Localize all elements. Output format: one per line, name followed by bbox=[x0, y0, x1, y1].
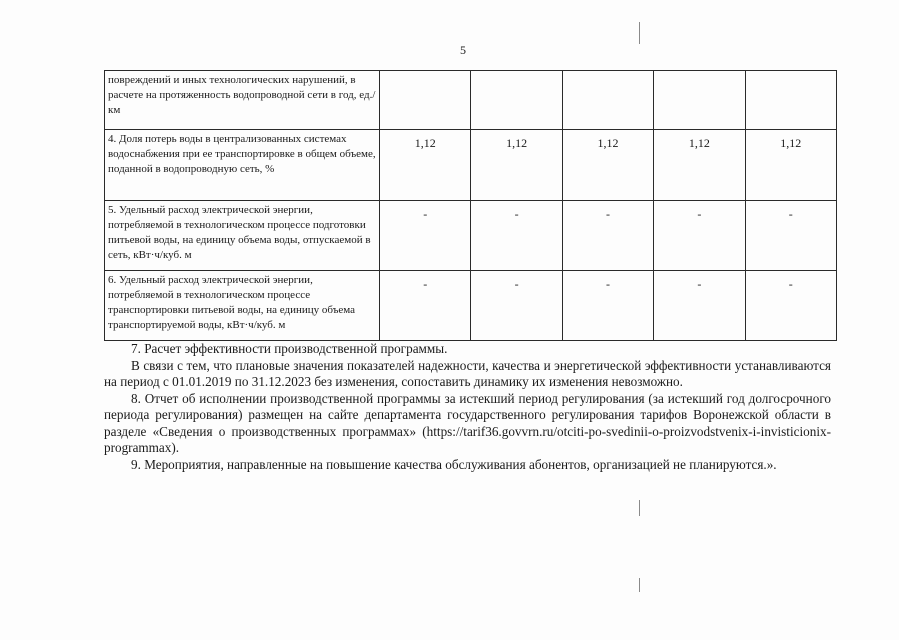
indicators-table bbox=[104, 70, 837, 341]
indicator-label: 5. Удельный расход электрической энергии, потребляемой в технологическом процессе подготовки питьевой воды, на единицу объема воды, отпускаемой в сеть, кВт·ч/куб. м bbox=[105, 201, 380, 271]
scan-mark bbox=[639, 500, 640, 516]
section-7-heading: 7. Расчет эффективности производственной программы. bbox=[131, 341, 448, 356]
indicator-value bbox=[745, 71, 836, 130]
scan-mark bbox=[639, 578, 640, 592]
indicator-value: 1,12 bbox=[562, 130, 653, 201]
scan-mark bbox=[639, 22, 640, 44]
section-9-paragraph: 9. Мероприятия, направленные на повышение качества обслуживания абонентов, организацией не планируются.». bbox=[131, 456, 777, 472]
indicator-label: 4. Доля потерь воды в централизованных системах водоснабжения при ее транспортировке в общем объеме, поданной в водопроводную сеть, % bbox=[105, 130, 380, 201]
indicator-value: - bbox=[745, 271, 836, 341]
indicator-value: 1,12 bbox=[654, 130, 745, 201]
indicator-value: - bbox=[654, 201, 745, 271]
indicator-value bbox=[654, 71, 745, 130]
indicator-value bbox=[380, 71, 471, 130]
indicator-value: 1,12 bbox=[745, 130, 836, 201]
indicator-value: 1,12 bbox=[380, 130, 471, 201]
table-row bbox=[105, 71, 837, 130]
page-number: 5 bbox=[460, 43, 466, 57]
table-row bbox=[105, 201, 837, 271]
body-text bbox=[104, 341, 831, 473]
table-row bbox=[105, 130, 837, 201]
indicator-value bbox=[562, 71, 653, 130]
indicator-value bbox=[471, 71, 562, 130]
indicator-value: - bbox=[471, 271, 562, 341]
section-8-paragraph: 8. Отчет об исполнении производственной программы за истекший период регулирования (за истекший год долгосрочного периода регулирования) размещен на сайте департамента государственного регулирования тарифов Воронежской области в разделе «Сведения о производственных программах» (https://tarif36.govvrn.ru/otciti-po-svedinii-o-proizvodstvenix-i-invisticionix-programmax). bbox=[104, 390, 831, 455]
indicator-value: 1,12 bbox=[471, 130, 562, 201]
indicator-value: - bbox=[380, 271, 471, 341]
indicator-value: - bbox=[745, 201, 836, 271]
indicator-value: - bbox=[562, 271, 653, 341]
indicator-value: - bbox=[380, 201, 471, 271]
indicator-label: 6. Удельный расход электрической энергии, потребляемой в технологическом процессе транспортировки питьевой воды, на единицу объема транспортируемой воды, кВт·ч/куб. м bbox=[105, 271, 380, 341]
indicator-value: - bbox=[654, 271, 745, 341]
indicator-value: - bbox=[562, 201, 653, 271]
indicator-value: - bbox=[471, 201, 562, 271]
section-7-paragraph: В связи с тем, что плановые значения показателей надежности, качества и энергетической эффективности устанавливаются на период с 01.01.2019 по 31.12.2023 без изменения, сопоставить динамику их изменения невозможно. bbox=[104, 357, 831, 389]
table-row bbox=[105, 271, 837, 341]
indicator-label: повреждений и иных технологических нарушений, в расчете на протяженность водопроводной сети в год, ед./км bbox=[105, 71, 380, 130]
